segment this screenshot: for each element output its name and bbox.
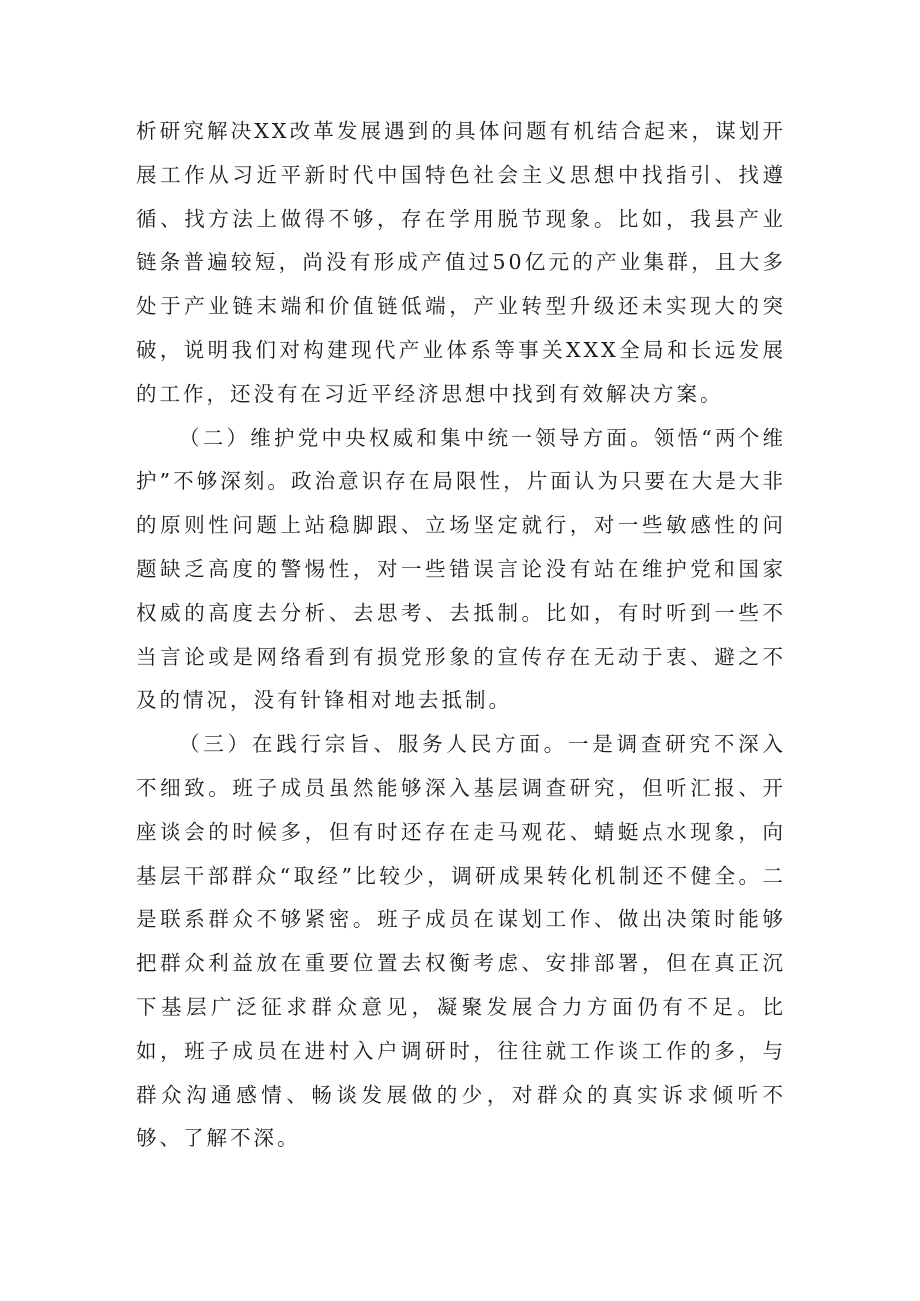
paragraph-continuation: 析研究解决XX改革发展遇到的具体问题有机结合起来，谋划开展工作从习近平新时代中国特色社会主义思想中找指引、找遵循、找方法上做得不够，存在学用脱节现象。比如，我县产业链条普遍较短，尚没有形成产值过50亿元的产业集群，且大多处于产业链末端和价值链低端，产业转型升级还未实现大的突破，说明我们对构建现代产业体系等事关XXX全局和长远发展的工作，还没有在习近平经济思想中找到有效解决方案。 (136, 119, 786, 406)
paragraph-section-three: （三）在践行宗旨、服务人民方面。一是调查研究不深入不细致。班子成员虽然能够深入基层调查研究，但听汇报、开座谈会的时候多，但有时还存在走马观花、蜻蜓点水现象，向基层干部群众“取经”比较少，调研成果转化机制还不健全。二是联系群众不够紧密。班子成员在谋划工作、做出决策时能够把群众利益放在重要位置去权衡考虑、安排部署，但在真正沉下基层广泛征求群众意见，凝聚发展合力方面仍有不足。比如，班子成员在进村入户调研时，往往就工作谈工作的多，与群众沟通感情、畅谈发展做的少，对群众的真实诉求倾听不够、了解不深。 (136, 732, 786, 1151)
paragraph-section-two: （二）维护党中央权威和集中统一领导方面。领悟“两个维护”不够深刻。政治意识存在局限性，片面认为只要在大是大非的原则性问题上站稳脚跟、立场坚定就行，对一些敏感性的问题缺乏高度的警惕性，对一些错误言论没有站在维护党和国家权威的高度去分析、去思考、去抵制。比如，有时听到一些不当言论或是网络看到有损党形象的宣传存在无动于衷、避之不及的情况，没有针锋相对地去抵制。 (136, 425, 786, 713)
document-body (136, 110, 786, 1161)
